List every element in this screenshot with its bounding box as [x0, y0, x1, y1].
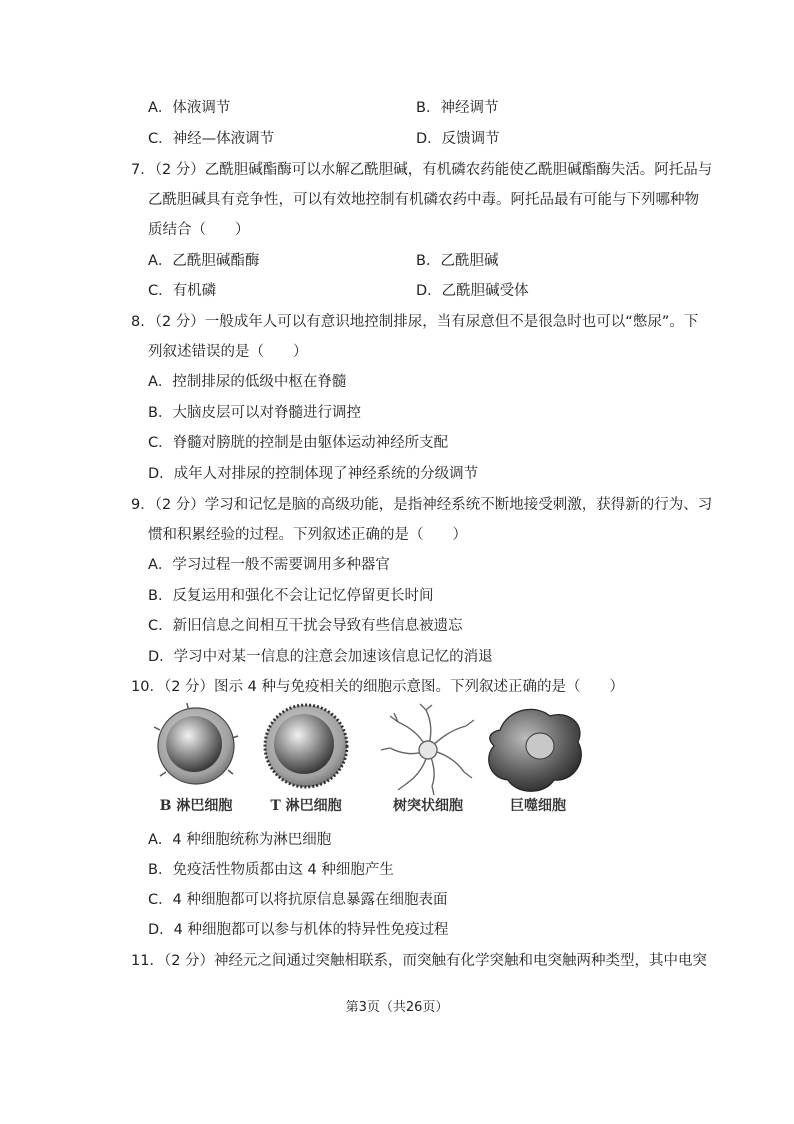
q11-stem-line1: 11．（2 分）神经元之间通过突触相联系，而突触有化学突触和电突触两种类型，其中电突	[131, 953, 708, 969]
q8-stem-line2: 列叙述错误的是（ ）	[148, 344, 308, 360]
q7-stem-line2: 乙酰胆碱具有竞争性，可以有效地控制有机磷农药中毒。阿托品最有可能与下列哪种物	[148, 192, 699, 208]
q9-stem-line2: 惯和积累经验的过程。下列叙述正确的是（ ）	[148, 527, 467, 543]
q6-option-b: B．神经调节	[416, 100, 499, 116]
q10-option-d: D．4 种细胞都可以参与机体的特异性免疫过程	[148, 922, 449, 938]
q7-stem-line3: 质结合（ ）	[148, 222, 250, 238]
q6-option-a: A．体液调节	[148, 100, 231, 116]
q9-option-b: B．反复运用和强化不会让记忆停留更长时间	[148, 588, 434, 604]
caption-dendritic-cell: 树突状细胞	[393, 798, 463, 814]
b-lymphocyte-image	[154, 703, 238, 784]
q9-stem-line1: 9．（2 分）学习和记忆是脑的高级功能，是指神经系统不断地接受刺激，获得新的行为、习	[131, 497, 713, 513]
macrophage-image	[489, 709, 582, 791]
q9-option-a: A．学习过程一般不需要调用多种器官	[148, 557, 390, 573]
page-footer: 第3页（共26页）	[345, 1000, 449, 1015]
q8-stem-line1: 8．（2 分）一般成年人可以有意识地控制排尿，当有尿意但不是很急时也可以“憋尿”。下	[131, 314, 699, 330]
caption-macrophage: 巨噬细胞	[510, 798, 566, 814]
q10-option-a: A．4 种细胞统称为淋巴细胞	[148, 832, 332, 848]
caption-b-lymphocyte: B 淋巴细胞	[159, 798, 233, 814]
q9-option-d: D．学习中对某一信息的注意会加速该信息记忆的消退	[148, 649, 493, 665]
q8-option-b: B．大脑皮层可以对脊髓进行调控	[148, 405, 361, 421]
caption-t-lymphocyte: T 淋巴细胞	[270, 798, 342, 814]
t-lymphocyte-image	[265, 705, 347, 787]
q9-option-c: C．新旧信息之间相互干扰会导致有些信息被遗忘	[148, 618, 463, 634]
q8-option-c: C．脊髓对膀胱的控制是由躯体运动神经所支配	[148, 435, 449, 451]
q7-option-a: A．乙酰胆碱酯酶	[148, 253, 260, 269]
q7-option-b: B．乙酰胆碱	[416, 253, 499, 269]
q8-option-a: A．控制排尿的低级中枢在脊髓	[148, 374, 347, 390]
dendritic-cell-image	[381, 704, 474, 795]
q6-option-c: C．神经—体液调节	[148, 131, 275, 147]
q10-option-c: C．4 种细胞都可以将抗原信息暴露在细胞表面	[148, 892, 448, 908]
q7-stem-line1: 7．（2 分）乙酰胆碱酯酶可以水解乙酰胆碱，有机磷农药能使乙酰胆碱酯酶失活。阿托品与	[131, 162, 713, 178]
q7-option-c: C．有机磷	[148, 283, 217, 299]
q7-option-d: D．乙酰胆碱受体	[416, 283, 529, 299]
q6-option-d: D．反馈调节	[416, 131, 500, 147]
immune-cells-figure	[148, 700, 588, 822]
q10-stem-line1: 10．（2 分）图示 4 种与免疫相关的细胞示意图。下列叙述正确的是（ ）	[131, 679, 624, 695]
q8-option-d: D．成年人对排尿的控制体现了神经系统的分级调节	[148, 466, 479, 482]
q10-option-b: B．免疫活性物质都由这 4 种细胞产生	[148, 862, 394, 878]
